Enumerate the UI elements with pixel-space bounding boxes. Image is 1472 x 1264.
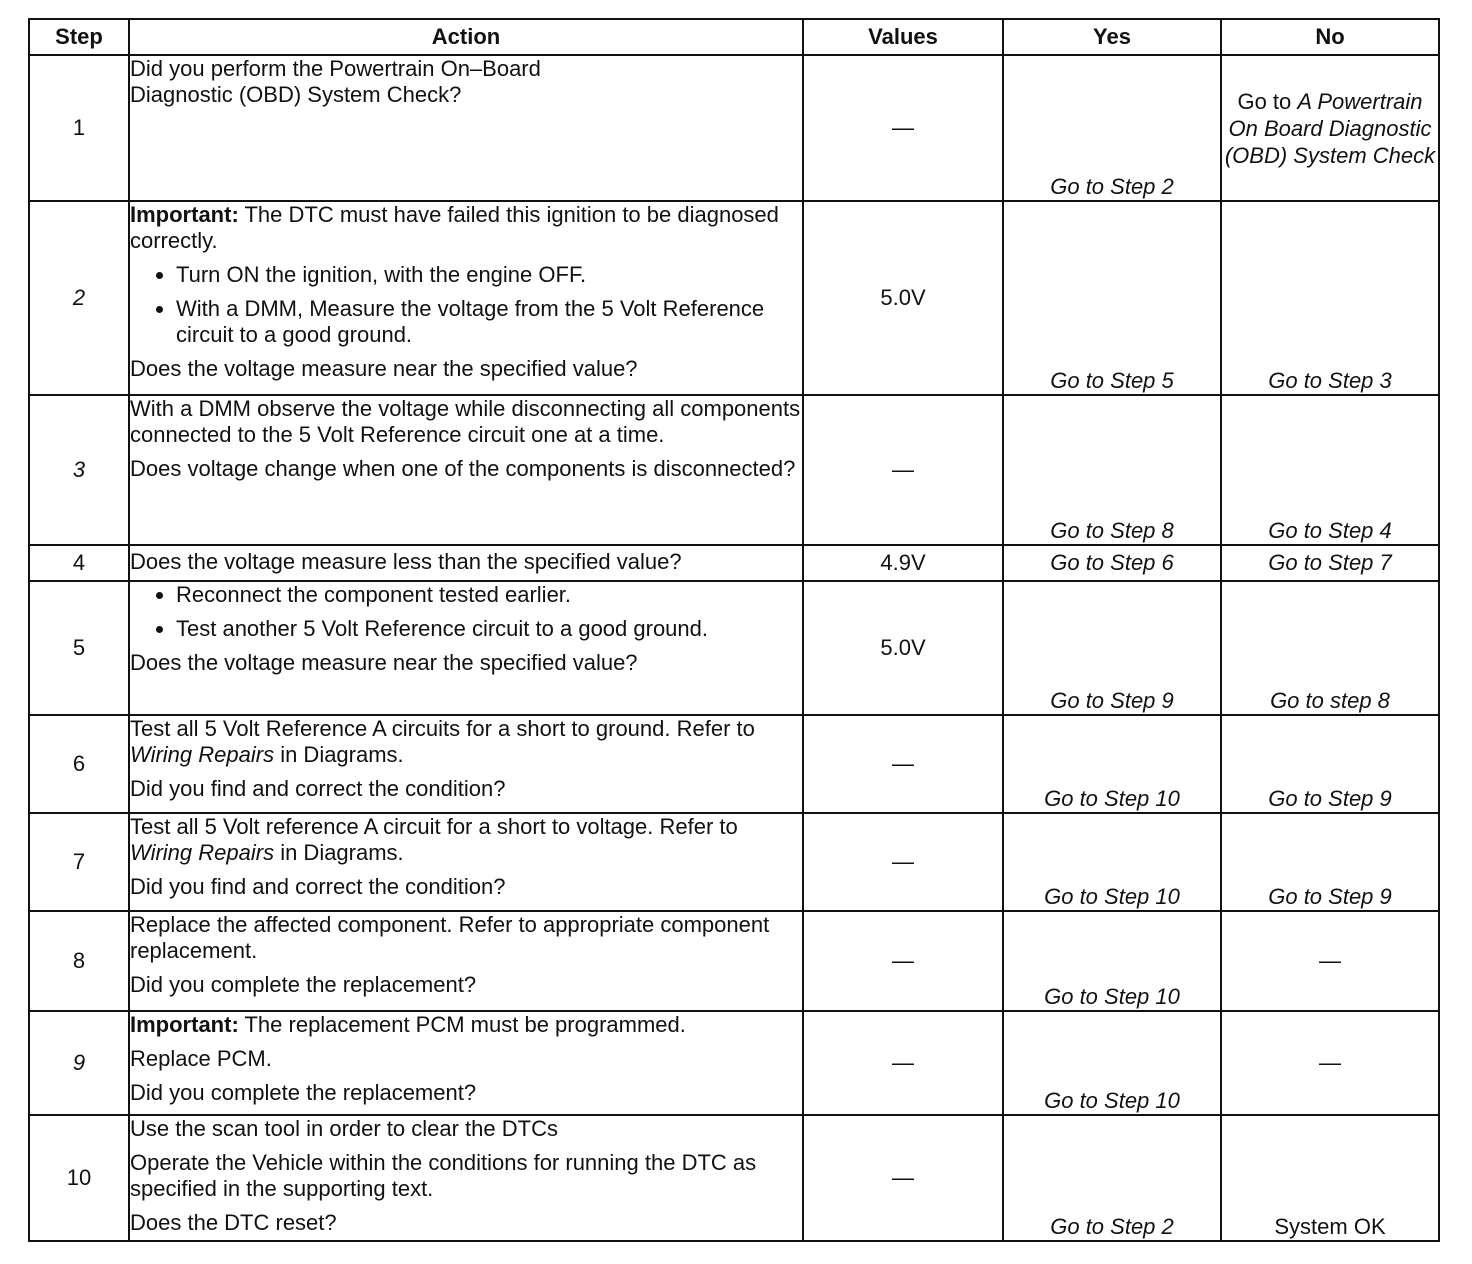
action-text: Operate the Vehicle within the conditions for running the DTC as specified in the supporting text.: [130, 1150, 757, 1201]
header-no: No: [1221, 19, 1439, 55]
action-cell: [129, 581, 803, 715]
values-cell: —: [803, 55, 1003, 201]
action-text-part: Test all 5 Volt reference A circuit for a short to voltage. Refer to: [130, 814, 738, 839]
no-cell: [1221, 55, 1439, 201]
action-cell: [129, 1011, 803, 1115]
no-cell: —: [1221, 1011, 1439, 1115]
step-number: 2: [29, 201, 129, 395]
action-text: With a DMM observe the voltage while disconnecting all components connected to the 5 Volt Reference circuit one at a time.: [130, 396, 801, 447]
action-cell: [129, 715, 803, 813]
yes-cell: Go to Step 5: [1003, 201, 1221, 395]
table-row: [29, 1011, 1439, 1115]
header-values: Values: [803, 19, 1003, 55]
bullet-item: • Test another 5 Volt Reference circuit to a good ground.: [176, 616, 802, 642]
values-cell: —: [803, 715, 1003, 813]
step-number: 9: [29, 1011, 129, 1115]
action-text-part: Test all 5 Volt Reference A circuits for a short to ground. Refer to: [130, 716, 755, 741]
important-note: [130, 1012, 802, 1038]
yes-cell: Go to Step 8: [1003, 395, 1221, 545]
step-number: 4: [29, 545, 129, 581]
bullet-list: [130, 262, 802, 348]
action-cell: [129, 545, 803, 581]
step-number: 7: [29, 813, 129, 911]
action-question: Does the voltage measure less than the specified value?: [130, 549, 682, 574]
table-row: [29, 545, 1439, 581]
no-cell: Go to Step 7: [1221, 545, 1439, 581]
yes-cell: Go to Step 10: [1003, 715, 1221, 813]
important-label: Important:: [130, 1012, 239, 1037]
yes-cell: Go to Step 2: [1003, 55, 1221, 201]
important-text: The DTC must have failed this ignition to be diagnosed correctly.: [130, 202, 779, 253]
yes-cell: Go to Step 10: [1003, 813, 1221, 911]
action-question: Did you find and correct the condition?: [130, 776, 506, 801]
bullet-item: • With a DMM, Measure the voltage from the 5 Volt Reference circuit to a good ground.: [176, 296, 802, 348]
no-cell: Go to Step 4: [1221, 395, 1439, 545]
table-row: [29, 395, 1439, 545]
yes-cell: Go to Step 6: [1003, 545, 1221, 581]
no-cell: Go to Step 9: [1221, 813, 1439, 911]
action-question: Does the DTC reset?: [130, 1210, 337, 1235]
no-cell: Go to Step 3: [1221, 201, 1439, 395]
action-text: Use the scan tool in order to clear the DTCs: [130, 1116, 558, 1141]
action-cell: [129, 813, 803, 911]
bullet-item: • Turn ON the ignition, with the engine OFF.: [176, 262, 802, 288]
values-cell: —: [803, 813, 1003, 911]
action-text: Did you perform the Powertrain On–Board Diagnostic (OBD) System Check?: [130, 56, 541, 107]
yes-cell: Go to Step 10: [1003, 911, 1221, 1011]
step-number: 10: [29, 1115, 129, 1241]
values-cell: —: [803, 911, 1003, 1011]
action-text-part: in Diagrams.: [274, 840, 404, 865]
bullet-list: [130, 582, 802, 642]
action-question: Does the voltage measure near the specified value?: [130, 356, 638, 381]
action-text-part: in Diagrams.: [274, 742, 404, 767]
action-text: [130, 814, 802, 866]
step-number: 8: [29, 911, 129, 1011]
no-cell: Go to Step 9: [1221, 715, 1439, 813]
wiring-repairs-reference: Wiring Repairs: [130, 742, 275, 767]
wiring-repairs-reference: Wiring Repairs: [130, 840, 275, 865]
values-cell: 5.0V: [803, 201, 1003, 395]
step-number: 1: [29, 55, 129, 201]
no-cell: System OK: [1221, 1115, 1439, 1241]
important-text: The replacement PCM must be programmed.: [238, 1012, 686, 1037]
action-cell: [129, 911, 803, 1011]
header-step: Step: [29, 19, 129, 55]
values-cell: 4.9V: [803, 545, 1003, 581]
table-row: [29, 201, 1439, 395]
action-question: Did you complete the replacement?: [130, 972, 477, 997]
action-cell: [129, 201, 803, 395]
yes-cell: Go to Step 10: [1003, 1011, 1221, 1115]
action-text: [130, 716, 802, 768]
bullet-item: • Reconnect the component tested earlier.: [176, 582, 802, 608]
header-row: [29, 19, 1439, 55]
important-label: Important:: [130, 202, 239, 227]
action-cell: [129, 55, 803, 201]
important-note: [130, 202, 802, 254]
table-row: [29, 813, 1439, 911]
table-row: [29, 55, 1439, 201]
values-cell: 5.0V: [803, 581, 1003, 715]
action-cell: [129, 395, 803, 545]
action-question: Did you find and correct the condition?: [130, 874, 506, 899]
action-cell: [129, 1115, 803, 1241]
header-action: Action: [129, 19, 803, 55]
yes-cell: Go to Step 9: [1003, 581, 1221, 715]
action-question: Does the voltage measure near the specified value?: [130, 650, 638, 675]
table-row: [29, 1115, 1439, 1241]
action-question: Does voltage change when one of the components is disconnected?: [130, 456, 796, 481]
no-reference: A Powertrain On Board Diagnostic (OBD) System Check: [1224, 88, 1436, 168]
step-number: 3: [29, 395, 129, 545]
values-cell: —: [803, 1011, 1003, 1115]
no-prefix: Go to: [1237, 88, 1298, 114]
action-text: Replace the affected component. Refer to appropriate component replacement.: [130, 912, 770, 963]
values-cell: —: [803, 395, 1003, 545]
action-text: Replace PCM.: [130, 1046, 272, 1071]
table-row: [29, 581, 1439, 715]
action-question: Did you complete the replacement?: [130, 1080, 477, 1105]
diagnostic-table: [28, 18, 1440, 1242]
no-cell: Go to step 8: [1221, 581, 1439, 715]
table-row: [29, 715, 1439, 813]
table-row: [29, 911, 1439, 1011]
yes-cell: Go to Step 2: [1003, 1115, 1221, 1241]
values-cell: —: [803, 1115, 1003, 1241]
no-cell: —: [1221, 911, 1439, 1011]
step-number: 6: [29, 715, 129, 813]
header-yes: Yes: [1003, 19, 1221, 55]
step-number: 5: [29, 581, 129, 715]
